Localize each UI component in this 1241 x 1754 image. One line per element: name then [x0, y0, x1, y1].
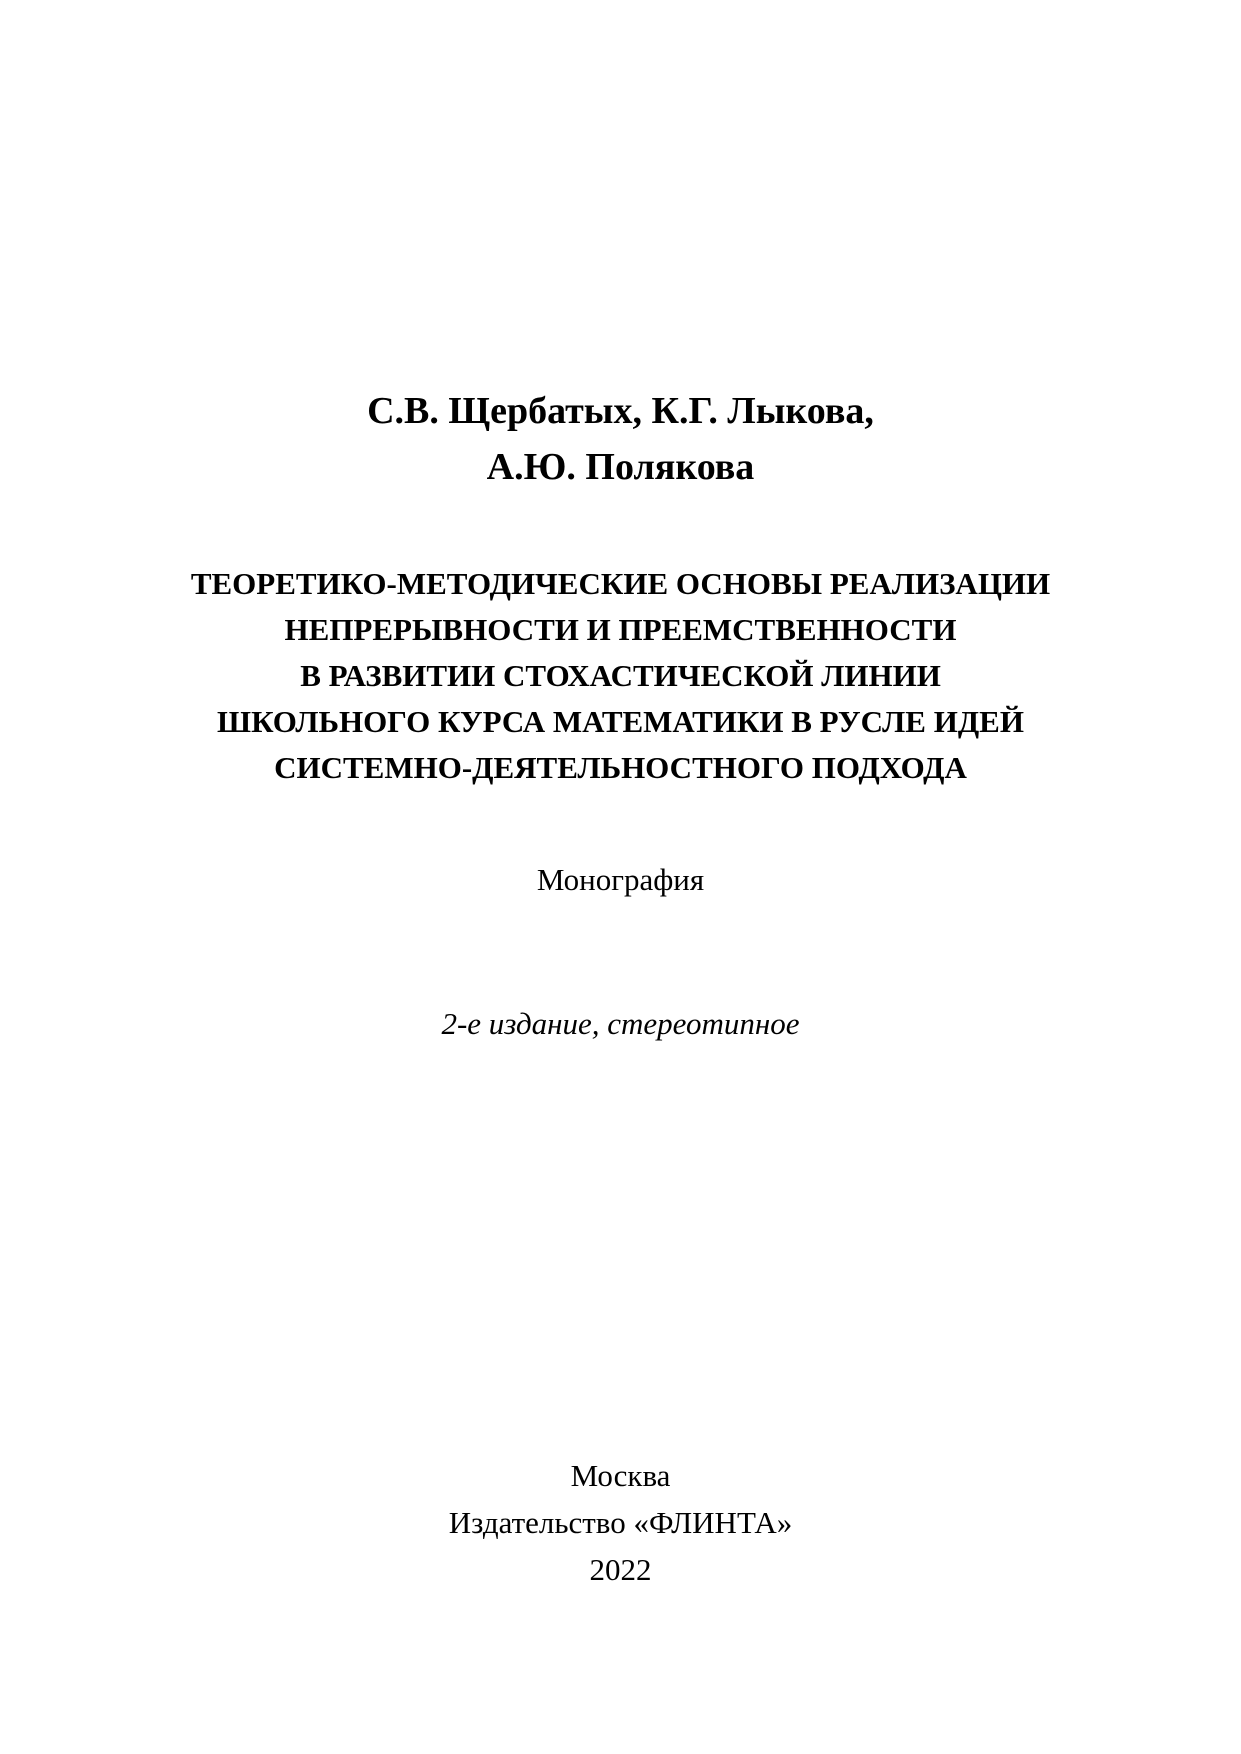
imprint-publisher: Издательство «ФЛИНТА» — [448, 1505, 793, 1540]
imprint-city: Москва — [570, 1458, 671, 1493]
book-title — [120, 561, 1121, 791]
title-line-1: ТЕОРЕТИКО-МЕТОДИЧЕСКИЕ ОСНОВЫ РЕАЛИЗАЦИИ — [190, 566, 1051, 601]
authors-block — [120, 383, 1121, 495]
title-line-5: СИСТЕМНО-ДЕЯТЕЛЬНОСТНОГО ПОДХОДА — [274, 750, 967, 785]
authors-line-2: А.Ю. Полякова — [486, 446, 755, 488]
genre-label: Монография — [536, 862, 705, 897]
imprint-year: 2022 — [589, 1552, 652, 1587]
authors-line-1: С.В. Щербатых, К.Г. Лыкова, — [367, 390, 874, 432]
title-line-3: В РАЗВИТИИ СТОХАСТИЧЕСКОЙ ЛИНИИ — [300, 658, 941, 693]
title-line-4: ШКОЛЬНОГО КУРСА МАТЕМАТИКИ В РУСЛЕ ИДЕЙ — [217, 704, 1024, 739]
edition-label: 2-е издание, стереотипное — [441, 1006, 800, 1041]
imprint-block — [120, 1452, 1121, 1593]
title-line-2: НЕПРЕРЫВНОСТИ И ПРЕЕМСТВЕННОСТИ — [284, 612, 957, 647]
